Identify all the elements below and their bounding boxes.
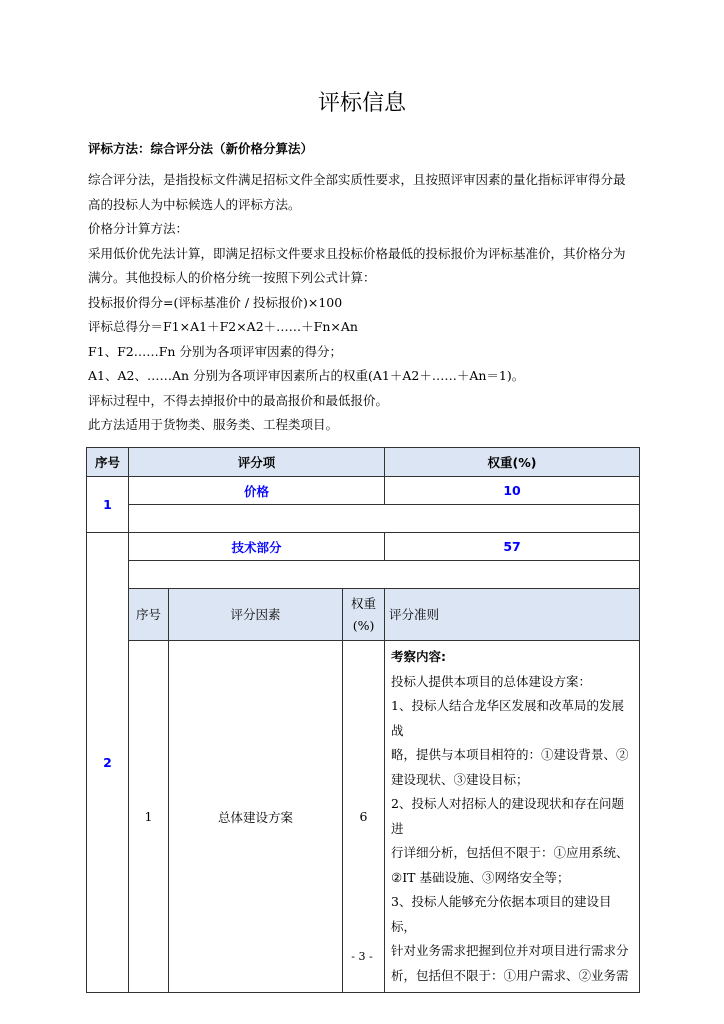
paragraph-line: 评标过程中，不得去掉报价中的最高报价和最低报价。 (88, 392, 389, 408)
formula-price-score: 投标报价得分=(评标基准价 / 投标报价)×100 (88, 294, 343, 310)
sub-header-weight-line1: 权重 (351, 595, 377, 611)
header-no: 序号 (87, 448, 129, 477)
paragraph-line: 高的投标人为中标候选人的评标方法。 (88, 196, 301, 212)
sub-row-criteria (385, 641, 640, 993)
sub-header-weight-line2: (%) (352, 617, 375, 633)
criteria-line: 行详细分析，包括但不限于：①应用系统、 (391, 845, 629, 860)
criteria-line: 针对业务需求把握到位并对项目进行需求分 (391, 943, 629, 958)
paragraph-line: F1、F2……Fn 分别为各项评审因素的得分； (88, 343, 342, 359)
sub-header-criteria: 评分准则 (385, 589, 640, 641)
criteria-line: 投标人提供本项目的总体建设方案： (391, 673, 592, 689)
table-row (87, 505, 640, 533)
criteria-line: 析，包括但不限于：①用户需求、②业务需 (391, 967, 629, 983)
criteria-line: 2、投标人对招标人的建设现状和存在问题进 (391, 796, 624, 836)
row2-item: 技术部分 (129, 533, 385, 561)
header-item: 评分项 (129, 448, 385, 477)
criteria-line: 3、投标人能够充分依据本项目的建设目标， (391, 894, 612, 934)
row2-weight: 57 (385, 533, 640, 561)
sub-header-weight (343, 589, 385, 641)
formula-total-score: 评标总得分＝F1×A1＋F2×A2＋……＋Fn×An (88, 319, 358, 334)
page-title: 评标信息 (317, 91, 406, 116)
sub-header-no: 序号 (129, 589, 169, 641)
method-description (88, 168, 640, 438)
page-number: - 3 - (351, 950, 373, 963)
criteria-line: 略，提供与本项目相符的：①建设背景、② (391, 747, 629, 762)
table-row (87, 561, 640, 589)
empty-cell (129, 505, 640, 533)
sub-row-no: 1 (129, 641, 169, 993)
table-row (87, 533, 640, 561)
sub-row (87, 641, 640, 993)
header-weight: 权重(%) (385, 448, 640, 477)
method-heading: 评标方法：综合评分法（新价格分算法） (88, 141, 314, 156)
table-header-row (87, 448, 640, 477)
sub-row-weight: 6 (343, 641, 385, 993)
row1-item: 价格 (129, 477, 385, 505)
sub-row-factor: 总体建设方案 (169, 641, 343, 993)
criteria-title: 考察内容: (391, 649, 447, 664)
criteria-line: 建设现状、③建设目标； (391, 771, 529, 787)
row2-no: 2 (87, 533, 129, 993)
paragraph-line: 价格分计算方法： (88, 221, 189, 236)
table-row (87, 477, 640, 505)
paragraph-line: 满分。其他投标人的价格分统一按照下列公式计算： (88, 270, 376, 285)
paragraph-line: 采用低价优先法计算，即满足招标文件要求且投标价格最低的投标报价为评标基准价，其价格分为 (88, 245, 626, 261)
paragraph-line: 此方法适用于货物类、服务类、工程类项目。 (88, 417, 339, 432)
criteria-line: ②IT 基础设施、③网络安全等； (391, 869, 570, 885)
scoring-table (86, 447, 640, 993)
empty-cell (129, 561, 640, 589)
criteria-line: 1、投标人结合龙华区发展和改革局的发展战 (391, 698, 624, 738)
sub-header-row (87, 589, 640, 641)
sub-header-factor: 评分因素 (169, 589, 343, 641)
row1-no: 1 (87, 477, 129, 533)
row1-weight: 10 (385, 477, 640, 505)
paragraph-line: 综合评分法，是指投标文件满足招标文件全部实质性要求，且按照评审因素的量化指标评审得分最 (88, 172, 626, 187)
paragraph-line: A1、A2、……An 分别为各项评审因素所占的权重(A1＋A2＋……＋An＝1)。 (88, 368, 525, 383)
